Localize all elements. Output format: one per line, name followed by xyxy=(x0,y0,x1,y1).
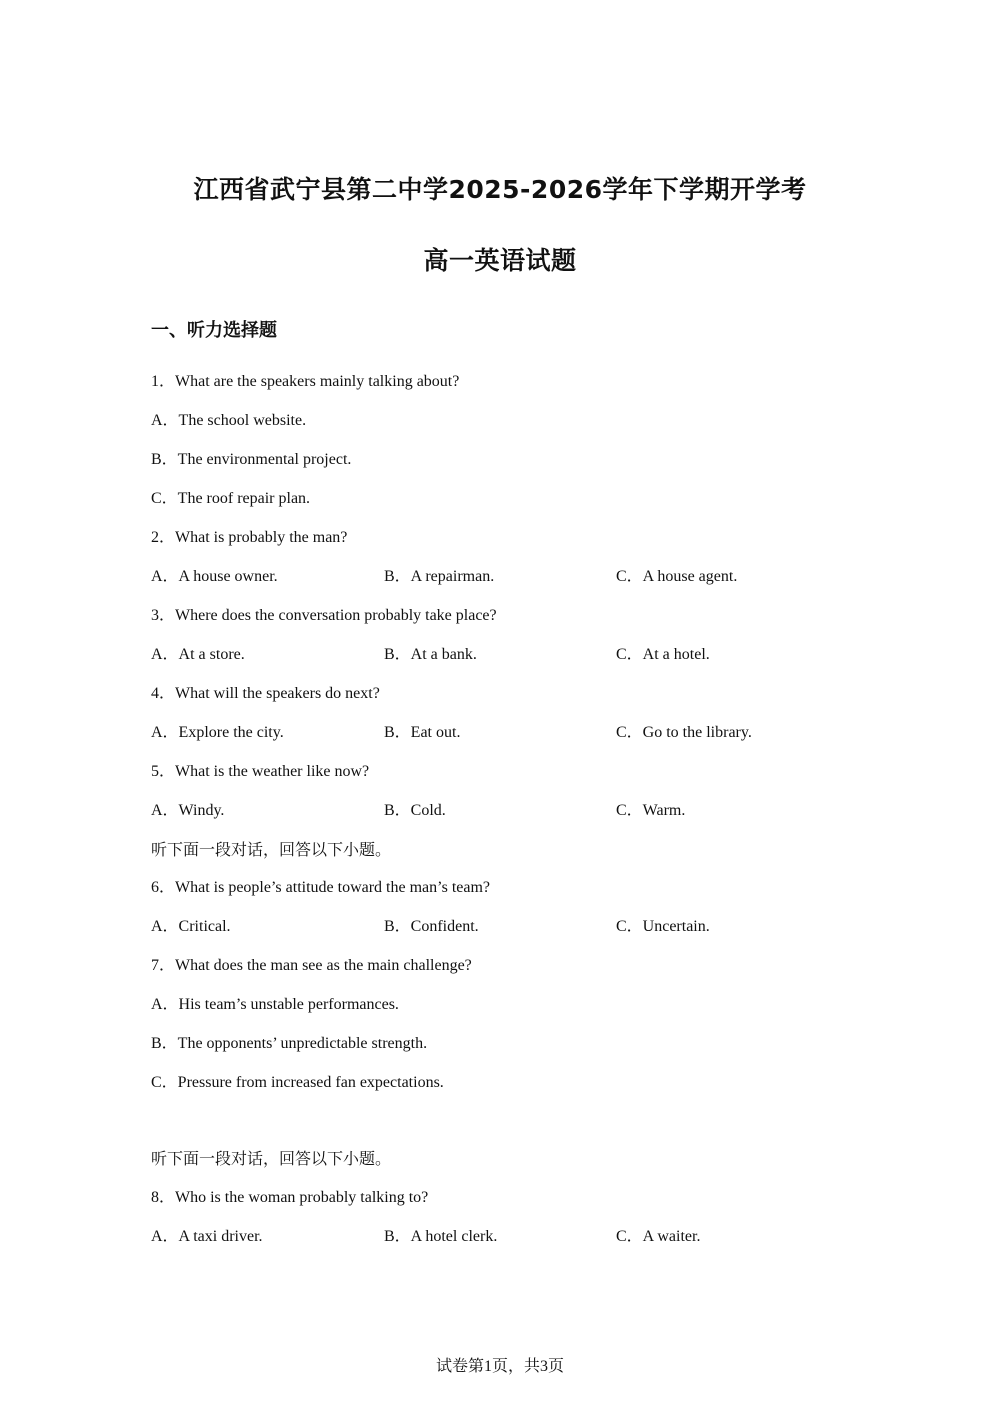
question-6-stem: 6．What is people’s attitude toward the man’s team? xyxy=(151,879,491,896)
question-5-option-b: B．Cold. xyxy=(384,802,446,819)
question-3-option-a: A．At a store. xyxy=(151,646,245,663)
question-2-option-c: C．A house agent. xyxy=(616,568,738,585)
question-6-option-c: C．Uncertain. xyxy=(616,918,710,935)
question-5-stem: 5．What is the weather like now? xyxy=(151,763,370,780)
question-7-option-b: B．The opponents’ unpredictable strength. xyxy=(151,1035,428,1052)
question-7-option-c: C．Pressure from increased fan expectations. xyxy=(151,1074,444,1091)
question-2-stem: 2．What is probably the man? xyxy=(151,529,348,546)
dialogue-instruction-1: 听下面一段对话，回答以下小题。 xyxy=(151,840,392,859)
question-6-option-b: B．Confident. xyxy=(384,918,479,935)
question-8-stem: 8．Who is the woman probably talking to? xyxy=(151,1189,429,1206)
question-1-option-a: A．The school website. xyxy=(151,412,307,429)
question-1-option-c: C．The roof repair plan. xyxy=(151,490,311,507)
question-7-stem: 7．What does the man see as the main challenge? xyxy=(151,957,472,974)
question-8-option-b: B．A hotel clerk. xyxy=(384,1228,498,1245)
question-3-option-b: B．At a bank. xyxy=(384,646,477,663)
question-7-option-a: A．His team’s unstable performances. xyxy=(151,996,399,1013)
question-2-option-b: B．A repairman. xyxy=(384,568,495,585)
dialogue-instruction-2: 听下面一段对话，回答以下小题。 xyxy=(151,1149,392,1168)
question-4-stem: 4．What will the speakers do next? xyxy=(151,685,380,702)
question-6-option-a: A．Critical. xyxy=(151,918,231,935)
page-footer: 试卷第1页，共3页 xyxy=(435,1358,564,1375)
question-8-option-a: A．A taxi driver. xyxy=(151,1228,263,1245)
question-2-option-a: A．A house owner. xyxy=(151,568,278,585)
exam-title: 江西省武宁县第二中学2025-2026学年下学期开学考 xyxy=(193,175,807,204)
exam-subtitle: 高一英语试题 xyxy=(423,246,577,275)
section-heading-listening: 一、听力选择题 xyxy=(151,320,277,341)
question-1-stem: 1．What are the speakers mainly talking about? xyxy=(151,373,460,390)
question-4-option-c: C．Go to the library. xyxy=(616,724,752,741)
question-5-option-c: C．Warm. xyxy=(616,802,686,819)
question-4-option-a: A．Explore the city. xyxy=(151,724,284,741)
question-1-option-b: B．The environmental project. xyxy=(151,451,352,468)
question-4-option-b: B．Eat out. xyxy=(384,724,461,741)
question-5-option-a: A．Windy. xyxy=(151,802,225,819)
question-3-option-c: C．At a hotel. xyxy=(616,646,710,663)
question-3-stem: 3．Where does the conversation probably take place? xyxy=(151,607,497,624)
question-8-option-c: C．A waiter. xyxy=(616,1228,701,1245)
